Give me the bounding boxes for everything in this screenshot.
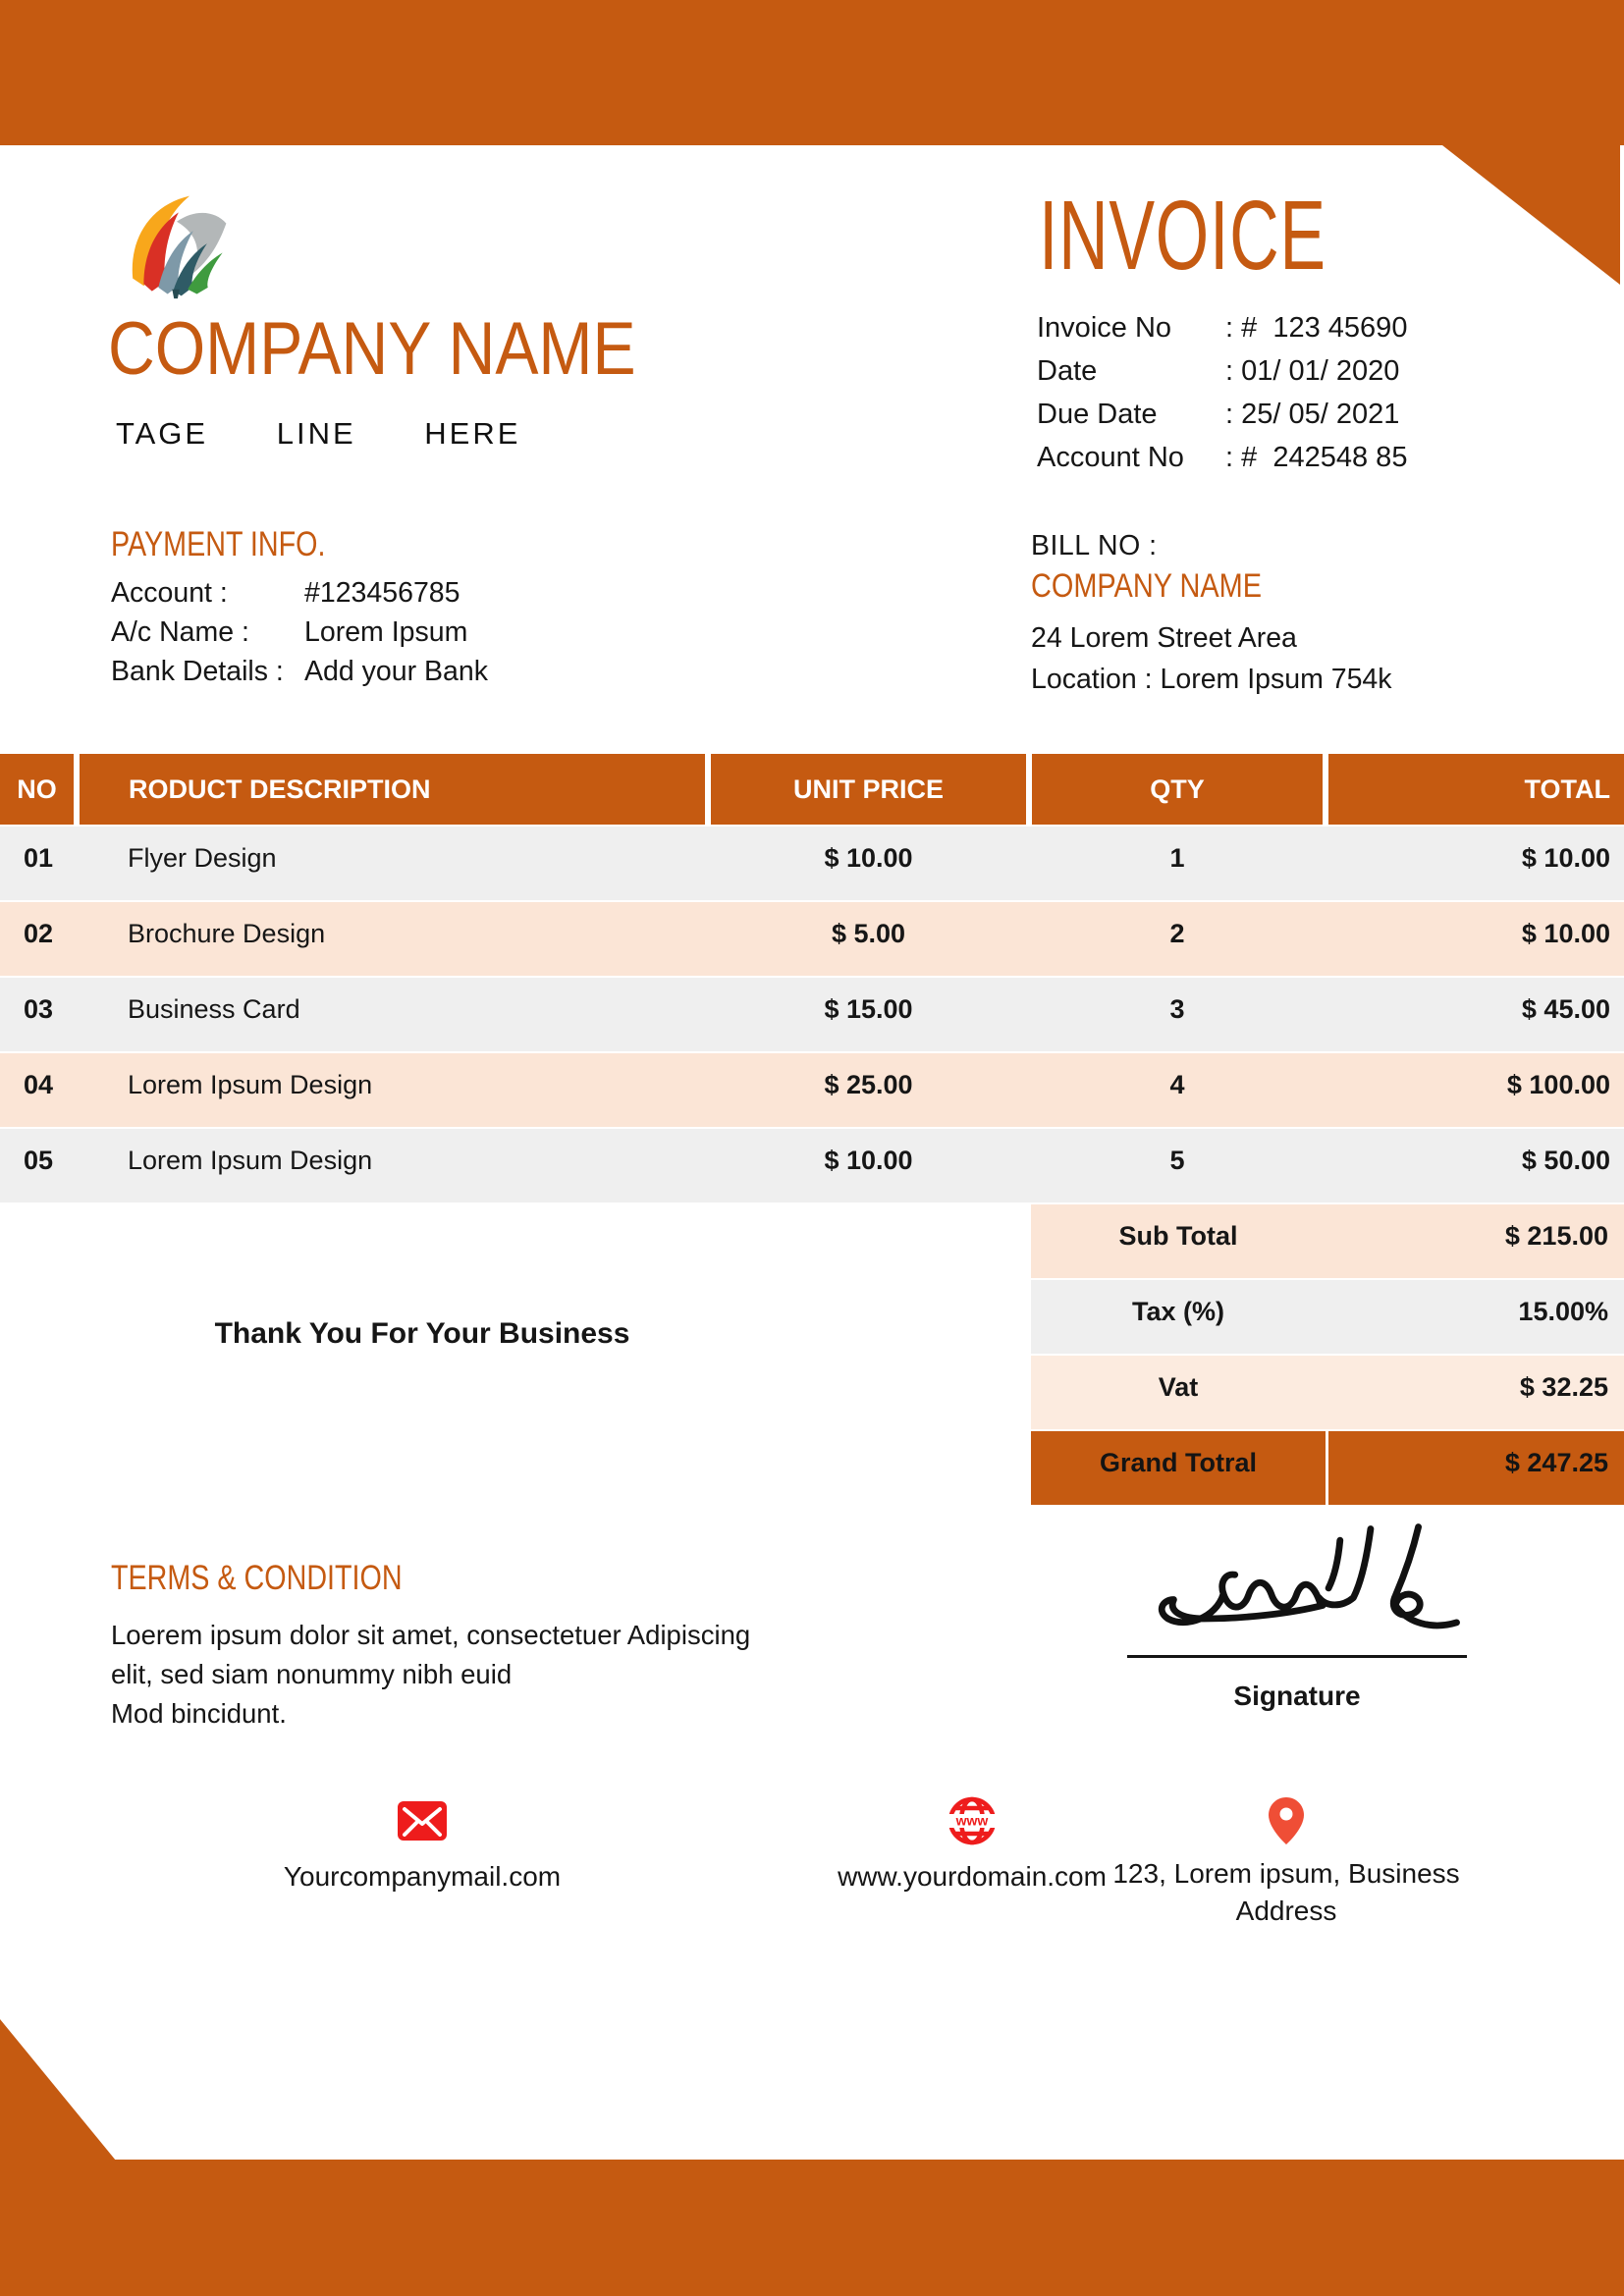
company-tagline — [116, 416, 577, 452]
bill-address: 24 Lorem Street Area — [1031, 622, 1297, 654]
grand-total-row — [1031, 1431, 1624, 1505]
address-line: 123, Lorem ipsum, Business — [1112, 1858, 1460, 1889]
table-row — [0, 1129, 1624, 1202]
terms-line: elit, sed siam nonummy nibh euid — [111, 1659, 513, 1689]
item-description: Business Card — [128, 994, 300, 1024]
vat-row — [1031, 1356, 1624, 1429]
table-row — [0, 827, 1624, 900]
items-table-header — [0, 754, 1624, 825]
item-qty: 4 — [1169, 1070, 1185, 1099]
column-header-unit-price: UNIT PRICE — [711, 754, 1026, 825]
vat-value: $ 32.25 — [1519, 1372, 1608, 1402]
address-text — [1112, 1855, 1459, 1930]
item-no: 05 — [23, 1146, 54, 1175]
items-table-body — [0, 827, 1624, 1204]
item-qty: 1 — [1169, 843, 1185, 873]
bill-company-name: COMPANY NAME — [1031, 567, 1262, 605]
invoice-account-no-value: : # 242548 85 — [1225, 442, 1408, 473]
tax-value: 15.00% — [1518, 1297, 1608, 1326]
subtotal-value: $ 215.00 — [1504, 1221, 1608, 1251]
top-accent-band — [0, 0, 1624, 145]
item-no: 03 — [23, 994, 54, 1024]
tagline-word: LINE — [276, 416, 356, 451]
bill-location: Location : Lorem Ipsum 754k — [1031, 664, 1392, 695]
bottom-accent-band — [0, 2160, 1624, 2296]
column-header-total: TOTAL — [1328, 754, 1624, 825]
terms-line: Loerem ipsum dolor sit amet, consectetuer Adipiscing — [111, 1620, 751, 1650]
grand-total-label: Grand Totral — [1099, 1448, 1257, 1477]
item-qty: 3 — [1169, 994, 1185, 1024]
map-pin-icon — [1267, 1792, 1306, 1849]
terms-title: TERMS & CONDITION — [111, 1559, 403, 1597]
invoice-date-value: : 01/ 01/ 2020 — [1225, 355, 1400, 387]
bottom-left-corner-accent — [0, 2019, 116, 2161]
tax-label: Tax (%) — [1131, 1297, 1224, 1326]
grand-total-value: $ 247.25 — [1326, 1431, 1624, 1505]
invoice-meta — [1037, 306, 1407, 479]
item-total: $ 100.00 — [1506, 1070, 1610, 1099]
item-no: 01 — [23, 843, 54, 873]
item-description: Flyer Design — [128, 843, 277, 873]
footer-address-block — [1075, 1792, 1497, 1930]
invoice-meta-row — [1037, 306, 1407, 349]
website-text: www.yourdomain.com — [838, 1861, 1107, 1892]
company-name — [108, 307, 715, 391]
item-description: Lorem Ipsum Design — [128, 1146, 373, 1175]
item-no: 02 — [23, 919, 54, 948]
payment-row — [111, 573, 488, 613]
invoice-meta-row — [1037, 436, 1407, 479]
subtotal-row — [1031, 1204, 1624, 1278]
email-icon — [396, 1792, 449, 1849]
invoice-title-text: INVOICE — [1039, 181, 1326, 291]
item-description: Brochure Design — [128, 919, 326, 948]
item-no: 04 — [23, 1070, 54, 1099]
item-unit-price: $ 15.00 — [824, 994, 913, 1024]
item-unit-price: $ 10.00 — [824, 1146, 913, 1175]
invoice-account-no-label: Account No — [1037, 442, 1184, 473]
payment-info — [111, 573, 488, 691]
address-line: Address — [1235, 1896, 1337, 1926]
column-header-qty: QTY — [1032, 754, 1323, 825]
footer-email-block — [167, 1792, 677, 1893]
invoice-title — [1039, 181, 1449, 291]
svg-text:www: www — [955, 1812, 989, 1829]
company-name-text: COMPANY NAME — [108, 307, 636, 391]
column-header-no: NO — [0, 754, 74, 825]
signature-handwriting — [1117, 1512, 1475, 1655]
table-row — [0, 902, 1624, 976]
table-row — [0, 978, 1624, 1051]
payment-row — [111, 652, 488, 691]
top-right-corner-accent — [1442, 145, 1620, 285]
table-row — [0, 1053, 1624, 1127]
invoice-meta-row — [1037, 349, 1407, 393]
payment-account-label: Account : — [111, 577, 228, 609]
payment-acname-value: Lorem Ipsum — [304, 616, 468, 648]
item-unit-price: $ 5.00 — [831, 919, 906, 948]
invoice-date-label: Date — [1037, 355, 1098, 387]
item-qty: 2 — [1169, 919, 1185, 948]
payment-acname-label: A/c Name : — [111, 616, 249, 648]
invoice-meta-row — [1037, 393, 1407, 436]
vat-label: Vat — [1158, 1372, 1199, 1402]
item-qty: 5 — [1169, 1146, 1185, 1175]
payment-info-title: PAYMENT INFO. — [111, 525, 326, 563]
tax-row — [1031, 1280, 1624, 1354]
item-total: $ 10.00 — [1521, 843, 1610, 873]
signature-line — [1127, 1655, 1467, 1658]
item-description: Lorem Ipsum Design — [128, 1070, 373, 1099]
invoice-no-value: : # 123 45690 — [1225, 312, 1408, 344]
terms-text — [111, 1616, 750, 1734]
tagline-word: TAGE — [116, 416, 209, 451]
invoice-due-date-label: Due Date — [1037, 399, 1158, 430]
payment-row — [111, 613, 488, 652]
terms-line: Mod bincidunt. — [111, 1698, 287, 1729]
invoice-due-date-value: : 25/ 05/ 2021 — [1225, 399, 1400, 430]
payment-account-value: #123456785 — [304, 577, 460, 609]
payment-bank-value: Add your Bank — [304, 656, 488, 687]
bill-no-heading: BILL NO : — [1031, 530, 1158, 561]
company-logo-icon — [122, 190, 232, 300]
thank-you-note: Thank You For Your Business — [214, 1317, 630, 1350]
subtotal-label: Sub Total — [1118, 1221, 1238, 1251]
item-total: $ 50.00 — [1521, 1146, 1610, 1175]
column-header-description: RODUCT DESCRIPTION — [80, 754, 705, 825]
item-unit-price: $ 25.00 — [824, 1070, 913, 1099]
invoice-no-label: Invoice No — [1037, 312, 1172, 344]
item-total: $ 10.00 — [1521, 919, 1610, 948]
tagline-word: HERE — [424, 416, 521, 451]
item-unit-price: $ 10.00 — [824, 843, 913, 873]
payment-bank-label: Bank Details : — [111, 656, 284, 687]
totals-section — [1031, 1204, 1624, 1507]
globe-www-icon — [947, 1792, 998, 1849]
email-text: Yourcompanymail.com — [283, 1861, 562, 1892]
item-total: $ 45.00 — [1521, 994, 1610, 1024]
signature-label: Signature — [1233, 1681, 1361, 1711]
